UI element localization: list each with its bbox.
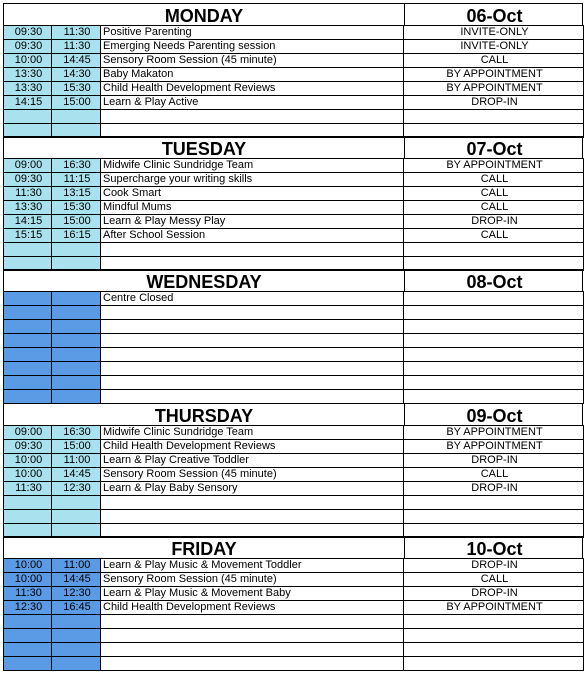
activity-name xyxy=(101,629,404,643)
booking-status xyxy=(404,376,584,390)
booking-status xyxy=(404,657,584,671)
start-time: 13:30 xyxy=(4,82,52,96)
activity-name: Emerging Needs Parenting session xyxy=(101,40,404,54)
end-time: 15:00 xyxy=(52,96,101,110)
activity-name: Sensory Room Session (45 minute) xyxy=(101,573,404,587)
start-time xyxy=(4,657,52,671)
start-time: 11:30 xyxy=(4,187,52,201)
start-time xyxy=(4,334,52,348)
table-row xyxy=(4,426,584,440)
activity-name: Supercharge your writing skills xyxy=(101,173,404,187)
table-row xyxy=(4,110,584,124)
booking-status: CALL xyxy=(404,173,584,187)
activity-name: Sensory Room Session (45 minute) xyxy=(101,54,404,68)
activity-name: Learn & Play Baby Sensory xyxy=(101,482,404,496)
booking-status xyxy=(404,643,584,657)
start-time: 09:00 xyxy=(4,426,52,440)
activity-name: Midwife Clinic Sundridge Team xyxy=(101,426,404,440)
booking-status xyxy=(404,390,584,404)
table-row xyxy=(4,40,584,54)
table-row xyxy=(4,334,584,348)
end-time: 15:30 xyxy=(52,82,101,96)
table-row xyxy=(4,96,584,110)
table-row xyxy=(4,559,584,573)
activity-name: Learn & Play Music & Movement Toddler xyxy=(101,559,404,573)
table-row xyxy=(4,243,584,257)
end-time xyxy=(52,643,101,657)
start-time xyxy=(4,643,52,657)
start-time: 09:30 xyxy=(4,26,52,40)
activity-name xyxy=(101,657,404,671)
start-time: 09:30 xyxy=(4,173,52,187)
activity-name: After School Session xyxy=(101,229,404,243)
start-time: 15:15 xyxy=(4,229,52,243)
day-header xyxy=(3,269,583,291)
table-row xyxy=(4,173,584,187)
start-time xyxy=(4,243,52,257)
activity-name xyxy=(101,348,404,362)
start-time: 13:30 xyxy=(4,201,52,215)
table-row xyxy=(4,657,584,671)
end-time: 13:15 xyxy=(52,187,101,201)
table-row xyxy=(4,54,584,68)
schedule-table xyxy=(3,25,584,138)
booking-status: BY APPOINTMENT xyxy=(404,68,584,82)
start-time: 09:30 xyxy=(4,40,52,54)
table-row xyxy=(4,292,584,306)
end-time: 16:30 xyxy=(52,159,101,173)
end-time: 16:45 xyxy=(52,601,101,615)
table-row xyxy=(4,320,584,334)
booking-status: DROP-IN xyxy=(404,559,584,573)
activity-name: Centre Closed xyxy=(101,292,404,306)
booking-status: BY APPOINTMENT xyxy=(404,159,584,173)
end-time xyxy=(52,306,101,320)
start-time: 10:00 xyxy=(4,454,52,468)
booking-status xyxy=(404,334,584,348)
day-date: 07-Oct xyxy=(404,137,584,159)
activity-name: Mindful Mums xyxy=(101,201,404,215)
start-time: 10:00 xyxy=(4,559,52,573)
end-time xyxy=(52,243,101,257)
booking-status xyxy=(404,243,584,257)
end-time: 15:00 xyxy=(52,440,101,454)
end-time xyxy=(52,348,101,362)
table-row xyxy=(4,26,584,40)
booking-status: BY APPOINTMENT xyxy=(404,440,584,454)
table-row xyxy=(4,229,584,243)
start-time xyxy=(4,615,52,629)
schedule-table xyxy=(3,558,584,671)
booking-status: DROP-IN xyxy=(404,587,584,601)
booking-status: BY APPOINTMENT xyxy=(404,426,584,440)
end-time: 16:30 xyxy=(52,426,101,440)
table-row xyxy=(4,496,584,510)
booking-status xyxy=(404,348,584,362)
table-row xyxy=(4,615,584,629)
booking-status: CALL xyxy=(404,229,584,243)
start-time xyxy=(4,390,52,404)
activity-name xyxy=(101,376,404,390)
booking-status xyxy=(404,629,584,643)
day-name: THURSDAY xyxy=(154,406,254,426)
activity-name xyxy=(101,320,404,334)
day-name: WEDNESDAY xyxy=(146,272,262,292)
day-date: 09-Oct xyxy=(404,404,584,426)
end-time xyxy=(52,496,101,510)
end-time: 11:30 xyxy=(52,26,101,40)
start-time xyxy=(4,496,52,510)
activity-name xyxy=(101,390,404,404)
activity-name: Sensory Room Session (45 minute) xyxy=(101,468,404,482)
table-row xyxy=(4,601,584,615)
end-time: 12:30 xyxy=(52,482,101,496)
table-row xyxy=(4,215,584,229)
activity-name: Child Health Development Reviews xyxy=(101,601,404,615)
end-time xyxy=(52,390,101,404)
table-row xyxy=(4,82,584,96)
booking-status xyxy=(404,292,584,306)
start-time: 10:00 xyxy=(4,573,52,587)
booking-status: DROP-IN xyxy=(404,215,584,229)
booking-status xyxy=(404,362,584,376)
end-time: 12:30 xyxy=(52,587,101,601)
table-row xyxy=(4,187,584,201)
end-time: 15:30 xyxy=(52,201,101,215)
day-header xyxy=(3,136,583,158)
booking-status: CALL xyxy=(404,468,584,482)
booking-status: DROP-IN xyxy=(404,482,584,496)
start-time: 09:30 xyxy=(4,440,52,454)
end-time: 14:45 xyxy=(52,573,101,587)
end-time: 14:45 xyxy=(52,468,101,482)
end-time: 11:30 xyxy=(52,40,101,54)
day-header xyxy=(3,3,583,25)
start-time: 11:30 xyxy=(4,587,52,601)
start-time: 12:30 xyxy=(4,601,52,615)
table-row xyxy=(4,201,584,215)
activity-name: Child Health Development Reviews xyxy=(101,82,404,96)
booking-status xyxy=(404,615,584,629)
booking-status: CALL xyxy=(404,573,584,587)
day-header xyxy=(3,536,583,558)
activity-name xyxy=(101,110,404,124)
activity-name: Learn & Play Messy Play xyxy=(101,215,404,229)
booking-status: CALL xyxy=(404,201,584,215)
start-time: 10:00 xyxy=(4,54,52,68)
booking-status: INVITE-ONLY xyxy=(404,40,584,54)
start-time xyxy=(4,292,52,306)
schedule-table xyxy=(3,425,584,538)
start-time: 11:30 xyxy=(4,482,52,496)
table-row xyxy=(4,376,584,390)
activity-name: Learn & Play Music & Movement Baby xyxy=(101,587,404,601)
day-header xyxy=(3,403,583,425)
table-row xyxy=(4,629,584,643)
table-row xyxy=(4,510,584,524)
start-time: 13:30 xyxy=(4,68,52,82)
booking-status xyxy=(404,496,584,510)
booking-status xyxy=(404,320,584,334)
end-time: 14:45 xyxy=(52,54,101,68)
end-time: 14:30 xyxy=(52,68,101,82)
table-row xyxy=(4,454,584,468)
table-row xyxy=(4,159,584,173)
activity-name xyxy=(101,496,404,510)
activity-name: Learn & Play Creative Toddler xyxy=(101,454,404,468)
start-time: 09:00 xyxy=(4,159,52,173)
table-row xyxy=(4,573,584,587)
day-date: 10-Oct xyxy=(404,537,584,559)
activity-name xyxy=(101,643,404,657)
activity-name xyxy=(101,510,404,524)
booking-status: DROP-IN xyxy=(404,96,584,110)
day-name: TUESDAY xyxy=(161,139,247,159)
end-time: 11:00 xyxy=(52,454,101,468)
booking-status: CALL xyxy=(404,187,584,201)
start-time xyxy=(4,362,52,376)
table-row xyxy=(4,390,584,404)
table-row xyxy=(4,643,584,657)
activity-name: Positive Parenting xyxy=(101,26,404,40)
day-name: FRIDAY xyxy=(171,539,237,559)
start-time: 10:00 xyxy=(4,468,52,482)
activity-name xyxy=(101,243,404,257)
day-date: 06-Oct xyxy=(404,4,584,26)
activity-name: Child Health Development Reviews xyxy=(101,440,404,454)
activity-name: Midwife Clinic Sundridge Team xyxy=(101,159,404,173)
booking-status: DROP-IN xyxy=(404,454,584,468)
table-row xyxy=(4,482,584,496)
booking-status xyxy=(404,110,584,124)
table-row xyxy=(4,587,584,601)
activity-name xyxy=(101,615,404,629)
activity-name xyxy=(101,334,404,348)
start-time xyxy=(4,110,52,124)
end-time xyxy=(52,629,101,643)
end-time xyxy=(52,292,101,306)
end-time xyxy=(52,320,101,334)
booking-status: INVITE-ONLY xyxy=(404,26,584,40)
start-time: 14:15 xyxy=(4,96,52,110)
day-name: MONDAY xyxy=(164,6,244,26)
end-time xyxy=(52,362,101,376)
end-time xyxy=(52,657,101,671)
booking-status: CALL xyxy=(404,54,584,68)
booking-status: BY APPOINTMENT xyxy=(404,82,584,96)
start-time xyxy=(4,320,52,334)
activity-name: Learn & Play Active xyxy=(101,96,404,110)
end-time: 15:00 xyxy=(52,215,101,229)
activity-name: Cook Smart xyxy=(101,187,404,201)
start-time xyxy=(4,348,52,362)
activity-name xyxy=(101,362,404,376)
end-time xyxy=(52,510,101,524)
end-time: 11:15 xyxy=(52,173,101,187)
table-row xyxy=(4,440,584,454)
end-time xyxy=(52,376,101,390)
end-time xyxy=(52,334,101,348)
table-row xyxy=(4,468,584,482)
start-time xyxy=(4,629,52,643)
start-time xyxy=(4,510,52,524)
table-row xyxy=(4,362,584,376)
end-time xyxy=(52,110,101,124)
end-time xyxy=(52,615,101,629)
end-time: 11:00 xyxy=(52,559,101,573)
start-time: 14:15 xyxy=(4,215,52,229)
start-time xyxy=(4,306,52,320)
table-row xyxy=(4,348,584,362)
table-row xyxy=(4,68,584,82)
schedule-table xyxy=(3,158,584,271)
schedule-table xyxy=(3,291,584,404)
end-time: 16:15 xyxy=(52,229,101,243)
booking-status xyxy=(404,510,584,524)
booking-status: BY APPOINTMENT xyxy=(404,601,584,615)
table-row xyxy=(4,306,584,320)
booking-status xyxy=(404,306,584,320)
activity-name: Baby Makaton xyxy=(101,68,404,82)
start-time xyxy=(4,376,52,390)
activity-name xyxy=(101,306,404,320)
day-date: 08-Oct xyxy=(404,270,584,292)
